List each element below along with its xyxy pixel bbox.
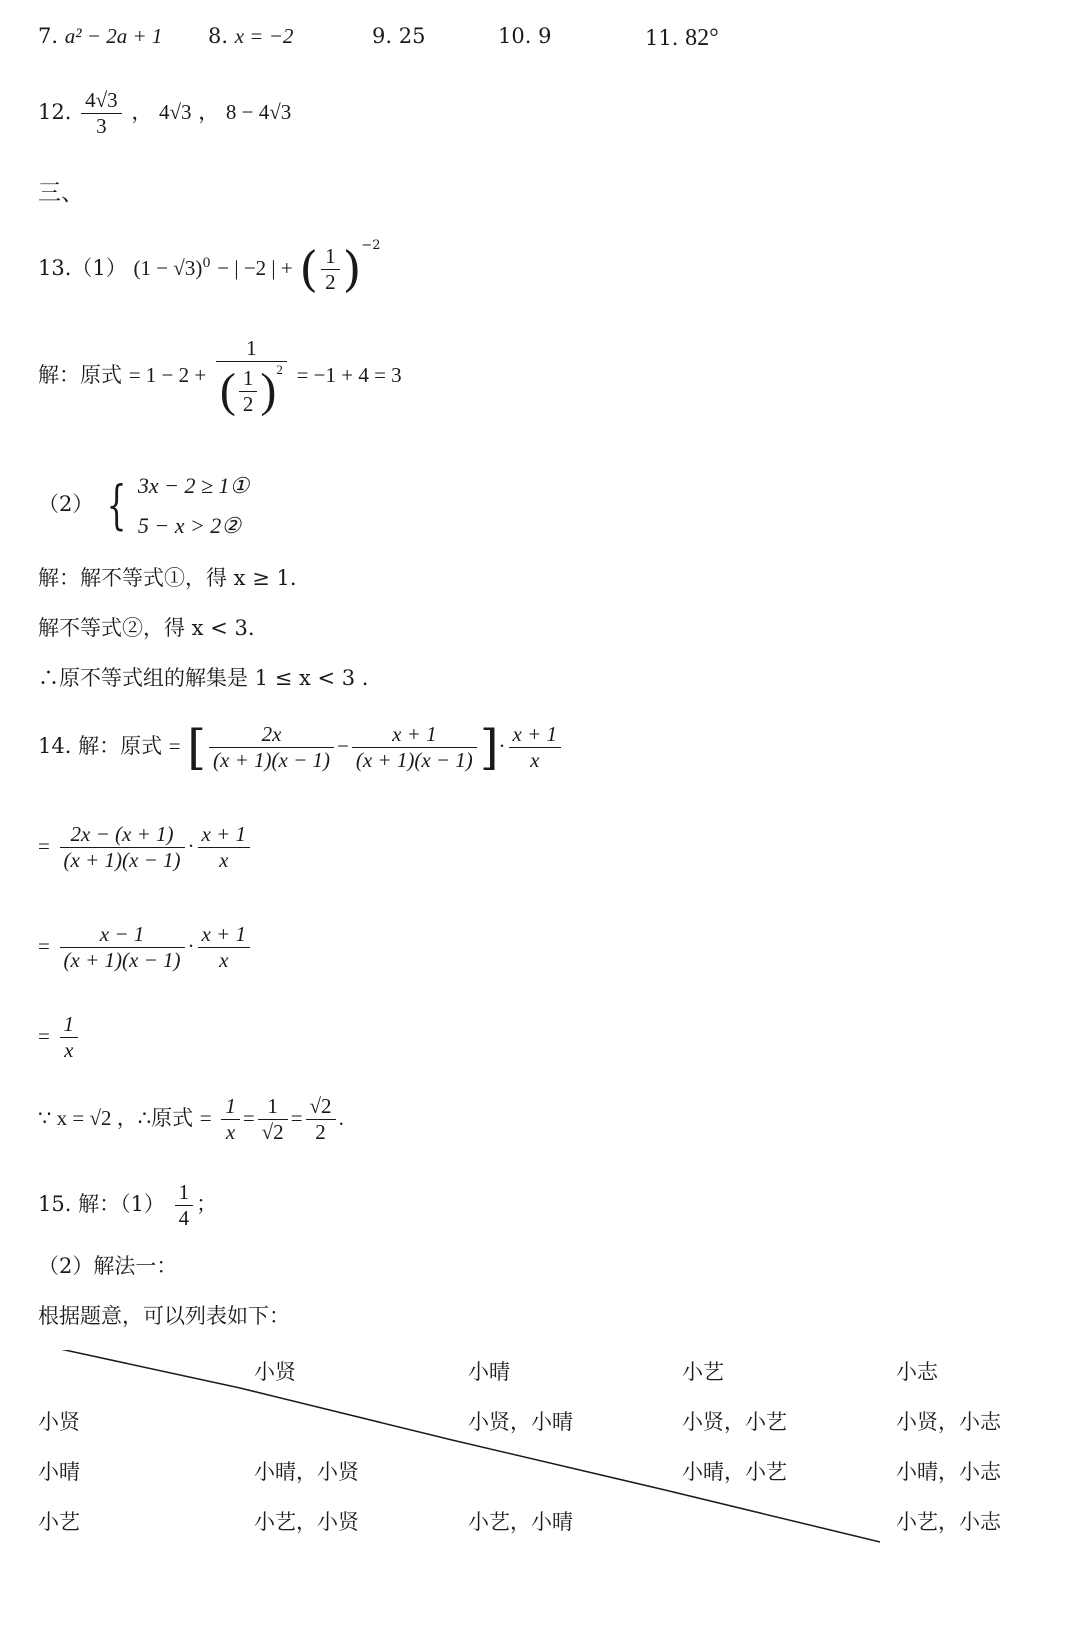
q14-line2: = $\frac{2x - (x + 1)}{(x + 1)(x - 1)}$ · $\frac{x + 1}{x}$ (38, 822, 253, 873)
q15-part1 (38, 1180, 217, 1231)
row-header: 小艺 (38, 1510, 80, 1534)
q15-ans-num: 1 (175, 1180, 194, 1206)
q14-final-a: ∵ x = √2 ，∴原式 (38, 1106, 194, 1131)
q14-l3-f2-num: x + 1 (198, 922, 251, 948)
q14-l2-f2-num: x + 1 (198, 822, 251, 848)
inequality-system (138, 466, 249, 545)
q14-l3-f2-den: x (219, 948, 229, 973)
q14-l4-frac (60, 1012, 79, 1063)
q14-l2-f1-num: 2x − (x + 1) (60, 822, 185, 848)
answer-row-7-11 (38, 24, 162, 49)
q14-l1-frac3 (509, 722, 562, 773)
q13-expr-a-exp: 0 (202, 256, 211, 271)
q7-answer: a² − 2a + 1 (64, 24, 163, 48)
q13-solution-fraction: 1 ( $\frac{1}{2}$ )$^2$ (216, 336, 287, 417)
row-header: 小晴 (38, 1460, 80, 1484)
q12-sep2: ， (198, 100, 220, 125)
q15-part2-label: （2）解法一： (38, 1254, 178, 1278)
q8-number: 8. (208, 24, 229, 48)
q13-solution-b: = −1 + 4 = 3 (296, 363, 402, 388)
q14-l3-frac1 (60, 922, 185, 973)
diagonal-line-header (28, 1350, 240, 1388)
q15-ans-den: 4 (178, 1206, 190, 1231)
q11-answer: 82° (685, 25, 719, 51)
q14-final-f3-num: √2 (306, 1094, 336, 1120)
table-cell: 小晴，小贤 (254, 1460, 359, 1484)
q14-final-frac2 (258, 1094, 288, 1145)
q12-number: 12. (38, 100, 72, 125)
q13-inner-num: 1 (239, 366, 258, 392)
q13-step3: ∴原不等式组的解集是 1 ≤ x < 3 . (38, 666, 369, 690)
q14-l2-f2-den: x (219, 848, 229, 873)
table-cell: 小贤，小志 (896, 1410, 1001, 1434)
q14-final-f1-num: 1 (221, 1094, 240, 1120)
q14-label: 14. 解：原式 (38, 734, 163, 759)
q9: 9. 25 (372, 24, 426, 48)
diagonal-line-row3 (665, 1490, 880, 1542)
q14-l1-f1-num: 2x (209, 722, 334, 748)
table-cell: 小艺，小志 (896, 1510, 1001, 1534)
q13-part1-solution (38, 336, 402, 417)
outcome-table (0, 1350, 1080, 1580)
q14-l2-frac2 (198, 822, 251, 873)
q13-paren-exp: −2 (361, 238, 381, 253)
q14-l2-frac1 (60, 822, 185, 873)
q14-line1: 14. 解：原式 = [ $\frac{2x}{(x + 1)(x - 1)}$ − $\frac{x + 1}{(x + 1)(x - 1)}$ ]· $\frac{x + 1}{x}$ (38, 722, 564, 773)
q13-inner-exp: 2 (276, 362, 283, 378)
inequality-2: 5 − x > 2② (137, 512, 242, 538)
q14-line4: = $\frac{1}{x}$ (38, 1012, 81, 1063)
q13-number: 13.（1） (38, 256, 127, 280)
q14-l4-num: 1 (60, 1012, 79, 1038)
q8-answer: x = −2 (234, 24, 294, 48)
q14-line3: = $\frac{x - 1}{(x + 1)(x - 1)}$ · $\frac{x + 1}{x}$ (38, 922, 253, 973)
col-header: 小艺 (682, 1360, 724, 1384)
q13-paren-fraction (321, 244, 340, 295)
q12-frac-den: 3 (96, 114, 107, 139)
diagonal-line-row1 (240, 1388, 452, 1440)
table-cell: 小贤，小晴 (468, 1410, 573, 1434)
q12-answer2: 4√3 (159, 100, 192, 125)
q13-expr-b: − | −2 | + (217, 256, 293, 280)
section-three-heading: 三、 (38, 180, 84, 206)
q13-solution-label: 解：原式 (38, 363, 122, 388)
q7-number: 7. (38, 24, 59, 48)
q12 (38, 88, 291, 139)
inequality-1: 3x − 2 ≥ 1① (137, 473, 250, 498)
col-header: 小晴 (468, 1360, 510, 1384)
q14-l1-f3-den: x (530, 748, 540, 773)
q13-paren-num: 1 (321, 244, 340, 270)
q10: 10. 9 (498, 24, 552, 48)
row-header: 小贤 (38, 1410, 80, 1434)
q12-fraction (81, 88, 122, 139)
q15-answer-fraction (175, 1180, 194, 1231)
q15-label: 15. 解：（1） (38, 1192, 165, 1217)
q13-step2: 解不等式②，得 x < 3. (38, 616, 255, 640)
table-cell: 小贤，小艺 (682, 1410, 787, 1434)
q13-solution-frac-num: 1 (216, 336, 287, 362)
col-header: 小志 (896, 1360, 938, 1384)
q14-l1-f3-num: x + 1 (509, 722, 562, 748)
q14-final-frac3 (306, 1094, 336, 1145)
q12-answer3: 8 − 4√3 (225, 100, 292, 125)
q14-l2-f1-den: (x + 1)(x − 1) (63, 848, 181, 873)
q14-l3-frac2 (198, 922, 251, 973)
q14-l3-f1-num: x − 1 (60, 922, 185, 948)
table-cell: 小艺，小贤 (254, 1510, 359, 1534)
q13-part1-problem: 13.（1） $(1 - √3)^0$ − | −2 | + ( $\frac{1}{2}$ )$^{-2}$ (38, 238, 381, 298)
col-header: 小贤 (254, 1360, 296, 1384)
q13-part2-system: （2） { 3x − 2 ≥ 1① 5 − x > 2② (38, 466, 249, 545)
q13-expr-a: (1 − √3) (133, 256, 203, 280)
q14-l1-f1-den: (x + 1)(x − 1) (213, 748, 330, 773)
q13-step1: 解：解不等式①，得 x ≥ 1. (38, 566, 297, 590)
q14-final-f2-num: 1 (258, 1094, 288, 1120)
q14-l1-frac1 (209, 722, 334, 773)
table-cell: 小晴，小志 (896, 1460, 1001, 1484)
q12-frac-num: 4√3 (81, 88, 122, 114)
q12-sep1: ， (131, 100, 153, 125)
q14-l1-f2-den: (x + 1)(x − 1) (355, 748, 473, 773)
q14-final-frac1 (221, 1094, 240, 1145)
q13-paren-den: 2 (325, 270, 336, 294)
q11-number: 11. (645, 26, 679, 50)
table-cell: 小艺，小晴 (468, 1510, 573, 1534)
q8 (208, 24, 293, 49)
q14-final: ∵ x = √2 ，∴原式 = $\frac{1}{x}$ = $\frac{1}{√2}$ = $\frac{√2}{2}$ . (38, 1094, 344, 1145)
q14-l1-frac2 (352, 722, 477, 773)
q14-final-f1-den: x (225, 1120, 236, 1145)
q13-solution-a: = 1 − 2 + (128, 363, 207, 388)
q13-part2-label: （2） (38, 492, 94, 517)
q11 (645, 24, 719, 53)
q14-l4-den: x (64, 1038, 74, 1063)
table-cell: 小晴，小艺 (682, 1460, 787, 1484)
q14-l3-f1-den: (x + 1)(x − 1) (63, 948, 181, 973)
q15-ans-end: ； (196, 1192, 218, 1217)
diagonal-line-row2 (452, 1440, 665, 1490)
q14-final-f2-den: √2 (261, 1120, 284, 1145)
q15-table-intro: 根据题意，可以列表如下： (38, 1304, 290, 1328)
q13-inner-den: 2 (242, 391, 254, 416)
q14-l1-f2-num: x + 1 (352, 722, 477, 748)
q14-final-f3-den: 2 (315, 1120, 326, 1145)
